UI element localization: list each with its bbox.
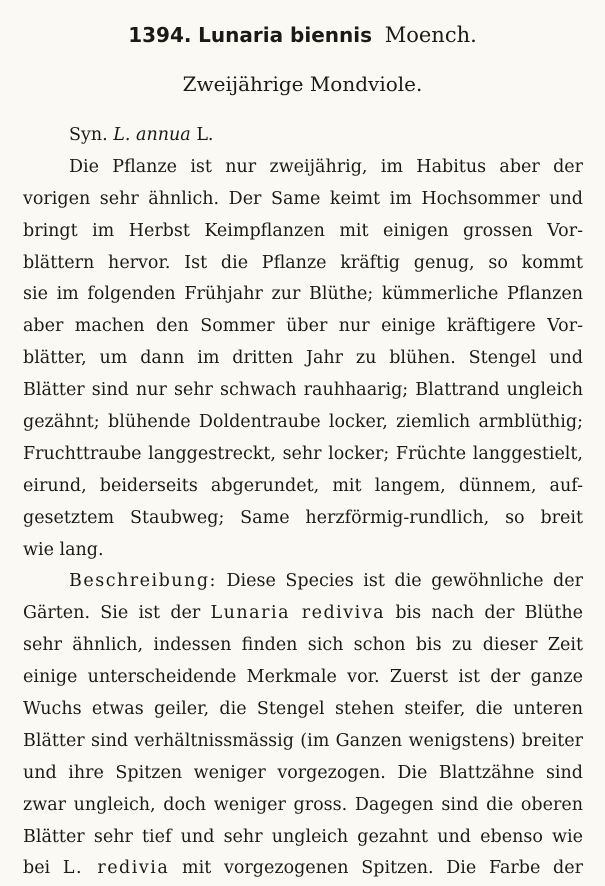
paragraph1-line: eirund, beiderseits abgerundet, mit langem, dünnem, auf- [23,475,583,496]
species-number: 1394. [128,23,192,47]
species-reference: Lunaria rediviva [210,603,386,624]
paragraph2-line: zwar ungleich, doch weniger gross. Dagegen sind die oberen [23,794,583,815]
paragraph2-text: mit vorgezogenen Spitzen. Die Farbe der [182,858,583,879]
paragraph2-line [23,566,583,598]
synonym-line [23,120,583,152]
paragraph1-line: Die Pflanze ist nur zweijährig, im Habitus aber der [69,156,583,177]
paragraph1-line: gesetztem Staubweg; Same herzförmig-rundlich, so breit [23,507,583,528]
paragraph2-line: Blätter sind verhältnissmässig (im Ganzen wenigstens) breiter [23,730,583,751]
species-name: Lunaria biennis [198,23,373,47]
paragraph2-line: Wuchs etwas geiler, die Stengel stehen steifer, die unteren [23,699,583,720]
paragraph2-text: Gärten. Sie ist der [23,603,201,624]
paragraph2-line: und ihre Spitzen weniger vorgezogen. Die Blattzähne sind [23,762,583,783]
species-author: Moench. [384,23,477,47]
paragraph2-text: bis nach der Blüthe [395,603,583,624]
paragraph2-line: einige unterscheidende Merkmale vor. Zuerst ist der ganze [23,667,583,688]
synonym-author: L. [196,125,214,145]
paragraph1-line: blätter, um dann im dritten Jahr zu blühen. Stengel und [23,348,583,369]
synonym-name: L. annua [113,125,191,145]
paragraph1-line: sie im folgenden Frühjahr zur Blüthe; kümmerliche Pflanzen [23,284,583,305]
paragraph2-text: bei [23,858,51,879]
paragraph2-line: Blätter sehr tief und sehr ungleich gezahnt und ebenso wie [23,826,583,847]
common-name: Zweijährige Mondviole. [182,72,423,96]
paragraph1-line: wie lang. [23,539,104,560]
paragraph2-line [23,853,583,885]
paragraph1-line: gezähnt; blühende Doldentraube locker, ziemlich armblüthig; [23,412,583,433]
species-reference: L. redivia [62,858,170,879]
synonym-prefix: Syn. [69,125,108,145]
paragraph1-line: blättern hervor. Ist die Pflanze kräftig genug, so kommt [23,252,583,273]
paragraph2-text: Diese Species ist die gewöhnliche der [226,571,583,592]
paragraph2-line [23,598,583,630]
text-body [23,120,583,885]
species-heading [0,20,605,50]
paragraph1-line: Fruchttraube langgestreckt, sehr locker; Früchte langgestielt, [23,443,583,464]
paragraph2-line: sehr ähnlich, indessen finden sich schon bis zu dieser Zeit [23,635,583,656]
paragraph1-line: aber machen den Sommer über nur einige kräftigere Vor- [23,316,583,337]
paragraph1-line: bringt im Herbst Keimpflanzen mit einigen grossen Vor- [23,220,583,241]
paragraph1-line: Blätter sind nur sehr schwach rauhhaarig; Blattrand ungleich [23,380,583,401]
description-label: Beschreibung: [69,571,217,592]
paragraph1-line: vorigen sehr ähnlich. Der Same keimt im Hochsommer und [23,188,583,209]
